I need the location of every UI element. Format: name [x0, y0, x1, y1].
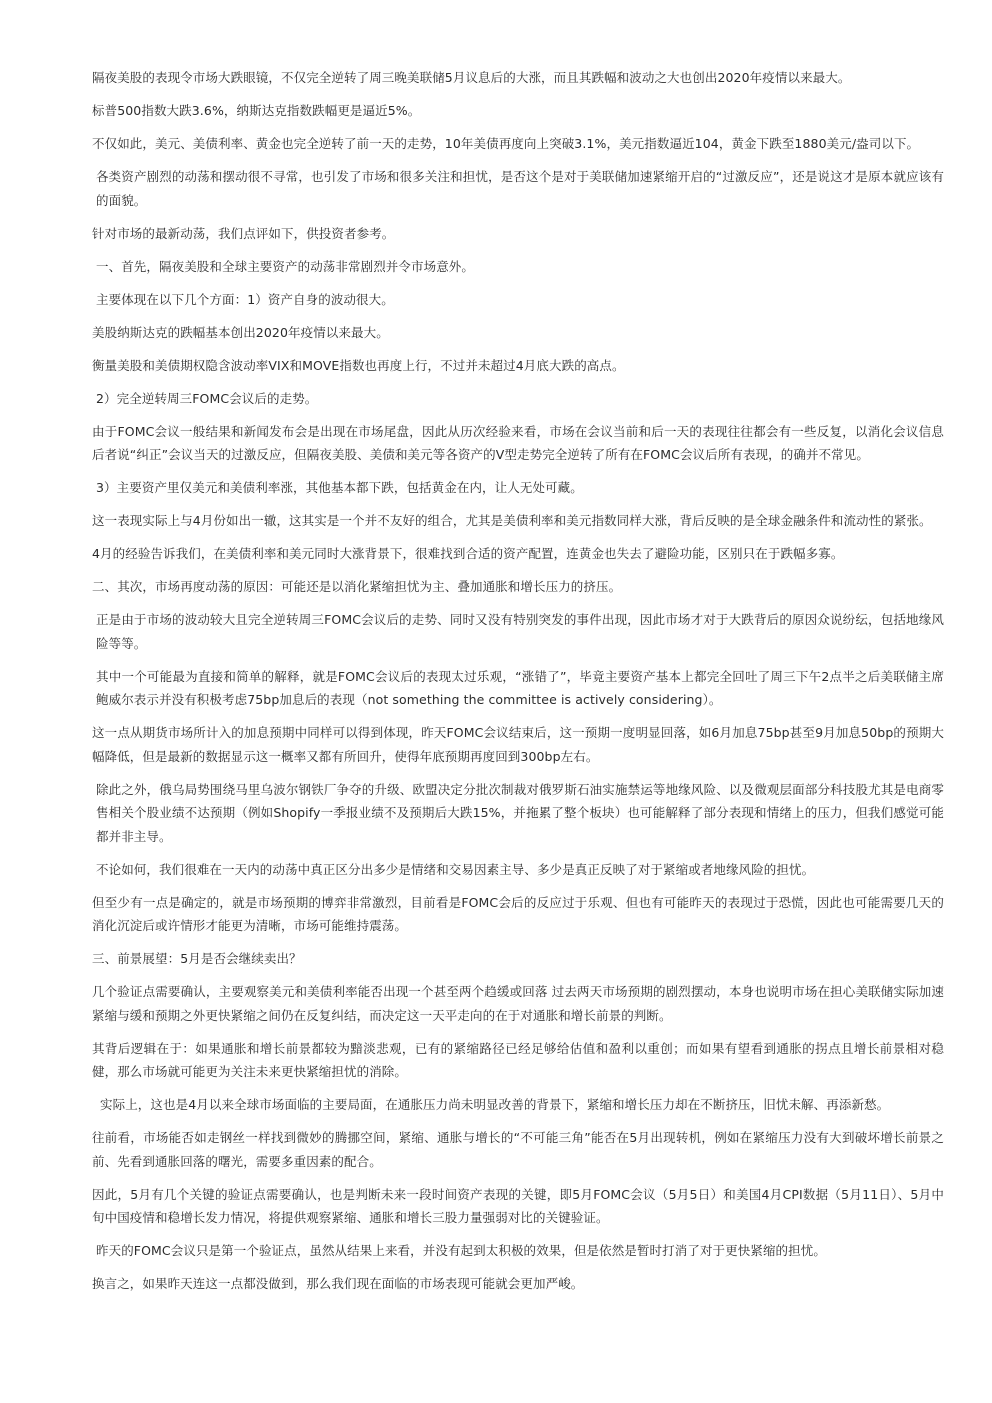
paragraph: 往前看，市场能否如走钢丝一样找到微妙的腾挪空间，紧缩、通胀与增长的“不可能三角”能否在5月出现转机，例如在紧缩压力没有大到破坏增长前景之前、先看到通胀回落的曙光，需要多重因素的配合。	[92, 1130, 944, 1169]
paragraph: 2）完全逆转周三FOMC会议后的走势。	[96, 390, 318, 406]
paragraph: 衡量美股和美债期权隐含波动率VIX和MOVE指数也再度上行，不过并未超过4月底大跌的高点。	[92, 357, 625, 373]
paragraph: 三、前景展望：5月是否会继续卖出？	[92, 951, 302, 966]
paragraph: 二、其次，市场再度动荡的原因：可能还是以消化紧缩担忧为主、叠加通胀和增长压力的挤压。	[92, 579, 622, 594]
paragraph: 4月的经验告诉我们，在美债利率和美元同时大涨背景下，很难找到合适的资产配置，连黄金也失去了避险功能，区别只在于跌幅多寡。	[92, 546, 844, 561]
paragraph: 正是由于市场的波动较大且完全逆转周三FOMC会议后的走势、同时又没有特别突发的事件出现，因此市场才对于大跌背后的原因众说纷纭，包括地缘风险等等。	[96, 612, 944, 651]
paragraph: 隔夜美股的表现令市场大跌眼镜，不仅完全逆转了周三晚美联储5月议息后的大涨，而且其跌幅和波动之大也创出2020年疫情以来最大。	[92, 70, 851, 85]
paragraph: 这一表现实际上与4月份如出一辙，这其实是一个并不友好的组合，尤其是美债利率和美元指数同样大涨，背后反映的是全球金融条件和流动性的紧张。	[92, 513, 932, 528]
paragraph: 实际上，这也是4月以来全球市场面临的主要局面，在通胀压力尚未明显改善的背景下，紧缩和增长压力却在不断挤压，旧忧未解、再添新愁。	[100, 1097, 890, 1112]
paragraph: 但至少有一点是确定的，就是市场预期的博弈非常激烈，目前看是FOMC会后的反应过于乐观、但也有可能昨天的表现过于恐慌，因此也可能需要几天的消化沉淀后或许情形才能更为清晰，市场可能维持震荡。	[92, 894, 944, 933]
paragraph: 因此，5月有几个关键的验证点需要确认，也是判断未来一段时间资产表现的关键，即5月FOMC会议（5月5日）和美国4月CPI数据（5月11日）、5月中旬中国疫情和稳增长发力情况，将提供观察紧缩、通胀和增长三股力量强弱对比的关键验证。	[92, 1186, 944, 1225]
paragraph: 主要体现在以下几个方面：1）资产自身的波动很大。	[96, 291, 394, 307]
paragraph: 由于FOMC会议一般结果和新闻发布会是出现在市场尾盘，因此从历次经验来看，市场在会议当前和后一天的表现往往都会有一些反复，以消化会议信息后者说“纠正”会议当天的过激反应，但隔夜美股、美债和美元等各资产的V型走势完全逆转了所有在FOMC会议后所有表现，的确并不常见。	[92, 423, 944, 462]
paragraph: 不仅如此，美元、美债利率、黄金也完全逆转了前一天的走势，10年美债再度向上突破3.1%，美元指数逼近104，黄金下跌至1880美元/盎司以下。	[92, 136, 920, 151]
paragraph: 这一点从期货市场所计入的加息预期中同样可以得到体现，昨天FOMC会议结束后，这一预期一度明显回落，如6月加息75bp甚至9月加息50bp的预期大幅降低，但是最新的数据显示这一概率又都有所回升，使得年底预期再度回到300bp左右。	[92, 725, 944, 764]
paragraph: 针对市场的最新动荡，我们点评如下，供投资者参考。	[92, 225, 395, 241]
paragraph: 其背后逻辑在于：如果通胀和增长前景都较为黯淡悲观，已有的紧缩路径已经足够给估值和盈利以重创；而如果有望看到通胀的拐点且增长前景相对稳健，那么市场就可能更为关注未来更快紧缩担忧的消除。	[92, 1040, 944, 1079]
paragraph: 其中一个可能最为直接和简单的解释，就是FOMC会议后的表现太过乐观，“涨错了”，毕竟主要资产基本上都完全回吐了周三下午2点半之后美联储主席鲍威尔表示并没有积极考虑75bp加息后的表现（not something the committee is actively considering）。	[96, 668, 944, 707]
document-body	[92, 66, 944, 1305]
paragraph: 一、首先，隔夜美股和全球主要资产的动荡非常剧烈并令市场意外。	[96, 258, 475, 274]
paragraph: 昨天的FOMC会议只是第一个验证点，虽然从结果上来看，并没有起到太积极的效果，但是依然是暂时打消了对于更快紧缩的担忧。	[96, 1243, 826, 1258]
paragraph: 标普500指数大跌3.6%，纳斯达克指数跌幅更是逼近5%。	[92, 103, 421, 118]
paragraph: 3）主要资产里仅美元和美债利率涨，其他基本都下跌，包括黄金在内，让人无处可藏。	[96, 480, 583, 495]
paragraph: 不论如何，我们很难在一天内的动荡中真正区分出多少是情绪和交易因素主导、多少是真正反映了对于紧缩或者地缘风险的担忧。	[96, 861, 815, 877]
paragraph: 换言之，如果昨天连这一点都没做到，那么我们现在面临的市场表现可能就会更加严峻。	[92, 1276, 584, 1291]
paragraph: 除此之外，俄乌局势围绕马里乌波尔钢铁厂争夺的升级、欧盟决定分批次制裁对俄罗斯石油实施禁运等地缘风险、以及微观层面部分科技股尤其是电商零售相关个股业绩不达预期（例如Shopify一季报业绩不及预期后大跌15%，并拖累了整个板块）也可能解释了部分表现和情绪上的压力，但我们感觉可能都并非主导。	[96, 781, 944, 844]
paragraph: 各类资产剧烈的动荡和摆动很不寻常，也引发了市场和很多关注和担忧，是否这个是对于美联储加速紧缩开启的“过激反应”，还是说这才是原本就应该有的面貌。	[96, 169, 944, 208]
paragraph: 几个验证点需要确认，主要观察美元和美债利率能否出现一个甚至两个趋缓或回落 过去两天市场预期的剧烈摆动，本身也说明市场在担心美联储实际加速紧缩与缓和预期之外更快紧缩之间仍在反复纠结，而决定这一天平走向的在于对通胀和增长前景的判断。	[92, 984, 944, 1023]
paragraph: 美股纳斯达克的跌幅基本创出2020年疫情以来最大。	[92, 324, 389, 340]
